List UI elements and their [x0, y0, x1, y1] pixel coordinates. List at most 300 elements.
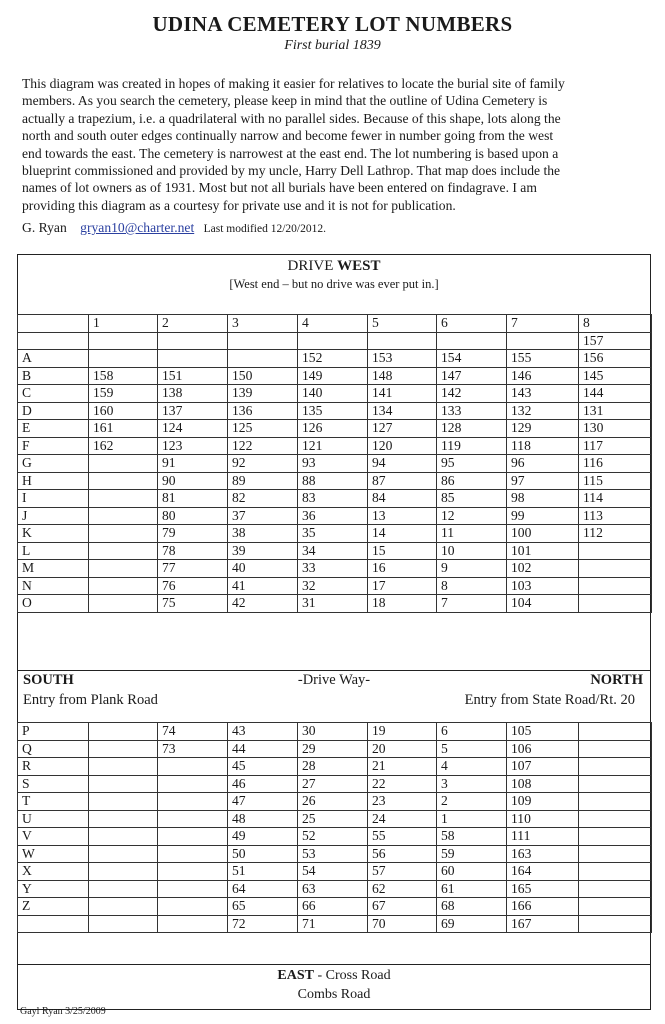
- lot-cell: 126: [298, 420, 368, 438]
- lot-cell: 120: [368, 437, 437, 455]
- lot-cell: 162: [89, 437, 158, 455]
- lot-cell: [579, 863, 652, 881]
- drive-west-bold: WEST: [337, 258, 381, 274]
- lot-cell: 144: [579, 385, 652, 403]
- lot-cell: 11: [437, 525, 507, 543]
- last-modified: Last modified 12/20/2012.: [203, 223, 326, 235]
- lot-cell: 9: [437, 560, 507, 578]
- lot-cell: 47: [228, 793, 298, 811]
- lot-cell: 134: [368, 402, 437, 420]
- column-header-cell: 8: [579, 315, 652, 333]
- row-label-cell: U: [18, 810, 89, 828]
- lot-row: [18, 350, 652, 368]
- lot-cell: [228, 350, 298, 368]
- lot-cell: 103: [507, 577, 579, 595]
- lot-cell: 84: [368, 490, 437, 508]
- lot-cell: 147: [437, 367, 507, 385]
- lot-cell: 36: [298, 507, 368, 525]
- lot-cell: [158, 898, 228, 916]
- north-label: NORTH: [590, 672, 643, 688]
- lot-cell: 1: [437, 810, 507, 828]
- column-header-cell: 7: [507, 315, 579, 333]
- lot-row: [18, 577, 652, 595]
- lot-cell: 135: [298, 402, 368, 420]
- lot-cell: 146: [507, 367, 579, 385]
- lot-cell: [89, 828, 158, 846]
- row-label-cell: J: [18, 507, 89, 525]
- lot-cell: [89, 723, 158, 741]
- lot-cell: 152: [298, 350, 368, 368]
- lot-cell: 123: [158, 437, 228, 455]
- intro-line: north and south outer edges continually narrow and become fewer in number going from the west: [22, 128, 554, 144]
- divider-line: [17, 964, 651, 965]
- lot-cell: 44: [228, 740, 298, 758]
- lot-cell: 19: [368, 723, 437, 741]
- column-header-row: [18, 315, 652, 333]
- lot-cell: 33: [298, 560, 368, 578]
- lot-cell: [437, 332, 507, 350]
- lot-row: [18, 828, 652, 846]
- north-entry: Entry from State Road/Rt. 20: [464, 692, 635, 708]
- row-label-cell: Y: [18, 880, 89, 898]
- lot-cell: 94: [368, 455, 437, 473]
- lot-cell: 76: [158, 577, 228, 595]
- lot-cell: 102: [507, 560, 579, 578]
- lot-cell: 79: [158, 525, 228, 543]
- lot-cell: 25: [298, 810, 368, 828]
- lot-cell: 89: [228, 472, 298, 490]
- lot-cell: 136: [228, 402, 298, 420]
- lot-cell: 50: [228, 845, 298, 863]
- lot-cell: 85: [437, 490, 507, 508]
- email-link[interactable]: gryan10@charter.net: [80, 220, 195, 235]
- row-label-cell: F: [18, 437, 89, 455]
- lot-cell: 90: [158, 472, 228, 490]
- lot-cell: 130: [579, 420, 652, 438]
- lot-table-north: [17, 314, 652, 613]
- row-label-cell: D: [18, 402, 89, 420]
- lot-cell: 40: [228, 560, 298, 578]
- lot-cell: 88: [298, 472, 368, 490]
- lot-cell: 81: [158, 490, 228, 508]
- lot-cell: [158, 915, 228, 933]
- intro-paragraph: [22, 75, 652, 214]
- lot-cell: 12: [437, 507, 507, 525]
- lot-cell: 10: [437, 542, 507, 560]
- row-label-cell: I: [18, 490, 89, 508]
- lot-cell: [89, 863, 158, 881]
- column-header-cell: 2: [158, 315, 228, 333]
- lot-cell: 86: [437, 472, 507, 490]
- lot-cell: 78: [158, 542, 228, 560]
- lot-cell: 157: [579, 332, 652, 350]
- lot-cell: 129: [507, 420, 579, 438]
- lot-cell: 140: [298, 385, 368, 403]
- lot-cell: [89, 758, 158, 776]
- row-label-cell: G: [18, 455, 89, 473]
- lot-row: [18, 402, 652, 420]
- lot-cell: 113: [579, 507, 652, 525]
- lot-row: [18, 810, 652, 828]
- lot-cell: [579, 793, 652, 811]
- lot-cell: 166: [507, 898, 579, 916]
- row-label-cell: P: [18, 723, 89, 741]
- lot-cell: 106: [507, 740, 579, 758]
- lot-cell: 17: [368, 577, 437, 595]
- lot-cell: 62: [368, 880, 437, 898]
- lot-cell: 163: [507, 845, 579, 863]
- lot-cell: 142: [437, 385, 507, 403]
- lot-cell: [158, 810, 228, 828]
- lot-cell: 161: [89, 420, 158, 438]
- lot-row: [18, 437, 652, 455]
- lot-cell: 118: [507, 437, 579, 455]
- lot-cell: [579, 880, 652, 898]
- lot-cell: 127: [368, 420, 437, 438]
- lot-cell: 110: [507, 810, 579, 828]
- lot-cell: [89, 507, 158, 525]
- lot-row: [18, 455, 652, 473]
- row-label-cell: N: [18, 577, 89, 595]
- lot-cell: 93: [298, 455, 368, 473]
- lot-cell: [158, 350, 228, 368]
- row-label-cell: Z: [18, 898, 89, 916]
- lot-cell: 61: [437, 880, 507, 898]
- lot-cell: [158, 880, 228, 898]
- lot-cell: [89, 542, 158, 560]
- south-entry: Entry from Plank Road: [23, 692, 158, 708]
- lot-cell: 58: [437, 828, 507, 846]
- lot-cell: 95: [437, 455, 507, 473]
- lot-cell: 150: [228, 367, 298, 385]
- lot-cell: 156: [579, 350, 652, 368]
- lot-cell: [579, 577, 652, 595]
- lot-cell: [579, 810, 652, 828]
- lot-cell: 111: [507, 828, 579, 846]
- driveway-band: [17, 670, 651, 722]
- lot-cell: [89, 740, 158, 758]
- lot-cell: 158: [89, 367, 158, 385]
- lot-cell: 54: [298, 863, 368, 881]
- lot-row: [18, 560, 652, 578]
- lot-cell: 4: [437, 758, 507, 776]
- lot-cell: 98: [507, 490, 579, 508]
- row-label-cell: V: [18, 828, 89, 846]
- lot-cell: 167: [507, 915, 579, 933]
- lot-cell: 131: [579, 402, 652, 420]
- east-line-1: [17, 966, 651, 985]
- lot-cell: 57: [368, 863, 437, 881]
- column-header-cell: [18, 315, 89, 333]
- lot-cell: [89, 455, 158, 473]
- intro-line: This diagram was created in hopes of making it easier for relatives to locate the burial site of family: [22, 76, 565, 91]
- lot-cell: [89, 350, 158, 368]
- lot-cell: [89, 793, 158, 811]
- east-line-2: Combs Road: [297, 987, 371, 1002]
- lot-cell: 143: [507, 385, 579, 403]
- lot-row: [18, 863, 652, 881]
- row-label-cell: A: [18, 350, 89, 368]
- row-label-cell: [18, 332, 89, 350]
- intro-line: names of lot owners as of 1931. Most but not all burials have been entered on findagrave. I am: [22, 180, 537, 196]
- lot-row: [18, 775, 652, 793]
- lot-cell: 32: [298, 577, 368, 595]
- row-label-cell: W: [18, 845, 89, 863]
- footer-credit: Gayl Ryan 3/25/2009: [20, 1006, 106, 1017]
- row-label-cell: K: [18, 525, 89, 543]
- lot-cell: 70: [368, 915, 437, 933]
- lot-cell: 26: [298, 793, 368, 811]
- lot-cell: 5: [437, 740, 507, 758]
- lot-cell: 96: [507, 455, 579, 473]
- lot-cell: 99: [507, 507, 579, 525]
- lot-cell: 105: [507, 723, 579, 741]
- lot-cell: 34: [298, 542, 368, 560]
- east-road: - Cross Road: [313, 968, 391, 983]
- lot-row: [18, 472, 652, 490]
- row-label-cell: E: [18, 420, 89, 438]
- lot-cell: 154: [437, 350, 507, 368]
- lot-cell: 114: [579, 490, 652, 508]
- lot-cell: 107: [507, 758, 579, 776]
- lot-cell: 97: [507, 472, 579, 490]
- lot-cell: [89, 810, 158, 828]
- row-label-cell: R: [18, 758, 89, 776]
- lot-cell: [89, 560, 158, 578]
- lot-cell: 82: [228, 490, 298, 508]
- lot-cell: [89, 898, 158, 916]
- intro-line: end towards the east. The cemetery is narrowest at the east end. The lot numbering is based upon a: [22, 145, 559, 161]
- lot-cell: 100: [507, 525, 579, 543]
- lot-cell: [89, 332, 158, 350]
- lot-cell: 80: [158, 507, 228, 525]
- lot-row: [18, 880, 652, 898]
- lot-table-south: [17, 722, 652, 933]
- lot-cell: [579, 595, 652, 613]
- lot-cell: [89, 915, 158, 933]
- lot-cell: 66: [298, 898, 368, 916]
- author-name: G. Ryan: [22, 220, 67, 235]
- drive-west-note: [West end – but no drive was ever put in.]: [229, 277, 439, 291]
- lot-cell: 125: [228, 420, 298, 438]
- lot-cell: [579, 723, 652, 741]
- lot-cell: [579, 845, 652, 863]
- lot-cell: 71: [298, 915, 368, 933]
- lot-cell: [368, 332, 437, 350]
- row-label-cell: H: [18, 472, 89, 490]
- lot-row: [18, 332, 652, 350]
- lot-cell: [158, 793, 228, 811]
- lot-cell: 52: [298, 828, 368, 846]
- lot-cell: [158, 758, 228, 776]
- lot-cell: 69: [437, 915, 507, 933]
- lot-cell: 65: [228, 898, 298, 916]
- south-label: SOUTH: [23, 672, 74, 688]
- lot-cell: 27: [298, 775, 368, 793]
- lot-cell: 119: [437, 437, 507, 455]
- column-header-cell: 3: [228, 315, 298, 333]
- lot-cell: 45: [228, 758, 298, 776]
- lot-cell: 14: [368, 525, 437, 543]
- east-bold: EAST: [277, 968, 314, 983]
- row-label-cell: Q: [18, 740, 89, 758]
- lot-cell: 41: [228, 577, 298, 595]
- lot-cell: [579, 740, 652, 758]
- lot-cell: 24: [368, 810, 437, 828]
- lot-cell: 39: [228, 542, 298, 560]
- lot-cell: [228, 332, 298, 350]
- row-label-cell: [18, 915, 89, 933]
- lot-row: [18, 898, 652, 916]
- lot-cell: 68: [437, 898, 507, 916]
- lot-row: [18, 507, 652, 525]
- lot-cell: [89, 490, 158, 508]
- lot-cell: 63: [298, 880, 368, 898]
- lot-cell: [158, 863, 228, 881]
- lot-cell: 151: [158, 367, 228, 385]
- lot-cell: 122: [228, 437, 298, 455]
- lot-cell: [158, 775, 228, 793]
- row-label-cell: L: [18, 542, 89, 560]
- lot-row: [18, 845, 652, 863]
- lot-row: [18, 595, 652, 613]
- lot-cell: 165: [507, 880, 579, 898]
- lot-cell: [579, 560, 652, 578]
- lot-cell: 8: [437, 577, 507, 595]
- lot-row: [18, 420, 652, 438]
- drive-west-heading: [17, 258, 651, 275]
- column-header-cell: 5: [368, 315, 437, 333]
- lot-cell: 59: [437, 845, 507, 863]
- lot-cell: 101: [507, 542, 579, 560]
- lot-cell: 67: [368, 898, 437, 916]
- lot-cell: [298, 332, 368, 350]
- lot-cell: 87: [368, 472, 437, 490]
- page-title: UDINA CEMETERY LOT NUMBERS: [152, 12, 513, 36]
- lot-cell: 91: [158, 455, 228, 473]
- lot-cell: 159: [89, 385, 158, 403]
- lot-cell: 28: [298, 758, 368, 776]
- lot-cell: 56: [368, 845, 437, 863]
- lot-cell: 43: [228, 723, 298, 741]
- lot-cell: 53: [298, 845, 368, 863]
- lot-cell: 23: [368, 793, 437, 811]
- lot-cell: 145: [579, 367, 652, 385]
- lot-cell: 117: [579, 437, 652, 455]
- lot-cell: 74: [158, 723, 228, 741]
- lot-cell: 121: [298, 437, 368, 455]
- lot-cell: 108: [507, 775, 579, 793]
- lot-cell: 6: [437, 723, 507, 741]
- lot-row: [18, 723, 652, 741]
- drive-west-prefix: DRIVE: [287, 258, 338, 274]
- lot-cell: [579, 898, 652, 916]
- page-subtitle: First burial 1839: [284, 38, 381, 53]
- lot-cell: 35: [298, 525, 368, 543]
- lot-cell: [89, 525, 158, 543]
- lot-cell: 160: [89, 402, 158, 420]
- lot-cell: 15: [368, 542, 437, 560]
- east-label: [17, 966, 651, 1004]
- lot-cell: 38: [228, 525, 298, 543]
- lot-cell: 2: [437, 793, 507, 811]
- lot-row: [18, 385, 652, 403]
- lot-cell: [89, 577, 158, 595]
- driveway-label: -Drive Way-: [297, 672, 371, 688]
- column-header-cell: 4: [298, 315, 368, 333]
- lot-row: [18, 525, 652, 543]
- lot-cell: 73: [158, 740, 228, 758]
- lot-cell: 72: [228, 915, 298, 933]
- lot-cell: [507, 332, 579, 350]
- lot-cell: 115: [579, 472, 652, 490]
- lot-cell: 138: [158, 385, 228, 403]
- lot-cell: 48: [228, 810, 298, 828]
- row-label-cell: B: [18, 367, 89, 385]
- intro-line: members. As you search the cemetery, please keep in mind that the outline of Udina Cemetery is: [22, 93, 548, 109]
- lot-cell: 112: [579, 525, 652, 543]
- lot-cell: 3: [437, 775, 507, 793]
- lot-cell: [89, 472, 158, 490]
- lot-cell: 104: [507, 595, 579, 613]
- lot-cell: 77: [158, 560, 228, 578]
- lot-cell: 132: [507, 402, 579, 420]
- lot-cell: 42: [228, 595, 298, 613]
- row-label-cell: O: [18, 595, 89, 613]
- lot-cell: 149: [298, 367, 368, 385]
- lot-row: [18, 542, 652, 560]
- lot-cell: 83: [298, 490, 368, 508]
- lot-cell: [579, 758, 652, 776]
- column-header-cell: 1: [89, 315, 158, 333]
- intro-line: providing this diagram as a courtesy for private use and it is not for publication.: [22, 197, 456, 213]
- lot-cell: 75: [158, 595, 228, 613]
- row-label-cell: C: [18, 385, 89, 403]
- lot-cell: 51: [228, 863, 298, 881]
- column-header-cell: 6: [437, 315, 507, 333]
- signature-line: [22, 220, 326, 236]
- lot-row: [18, 758, 652, 776]
- lot-row: [18, 367, 652, 385]
- lot-cell: 155: [507, 350, 579, 368]
- lot-cell: [158, 332, 228, 350]
- lot-cell: 49: [228, 828, 298, 846]
- lot-cell: 31: [298, 595, 368, 613]
- lot-cell: [158, 845, 228, 863]
- lot-cell: 133: [437, 402, 507, 420]
- lot-cell: 141: [368, 385, 437, 403]
- lot-cell: [158, 828, 228, 846]
- lot-cell: 20: [368, 740, 437, 758]
- row-label-cell: S: [18, 775, 89, 793]
- lot-row: [18, 793, 652, 811]
- lot-cell: [579, 775, 652, 793]
- lot-cell: [89, 845, 158, 863]
- lot-cell: [89, 880, 158, 898]
- lot-cell: 124: [158, 420, 228, 438]
- lot-cell: [89, 775, 158, 793]
- row-label-cell: X: [18, 863, 89, 881]
- row-label-cell: M: [18, 560, 89, 578]
- lot-cell: 46: [228, 775, 298, 793]
- lot-cell: 13: [368, 507, 437, 525]
- lot-cell: [89, 595, 158, 613]
- lot-cell: [579, 828, 652, 846]
- lot-cell: 18: [368, 595, 437, 613]
- lot-cell: 139: [228, 385, 298, 403]
- lot-cell: [579, 915, 652, 933]
- intro-line: actually a trapezium, i.e. a quadrilateral with no parallel sides. Because of this shape, lots along the: [22, 110, 561, 126]
